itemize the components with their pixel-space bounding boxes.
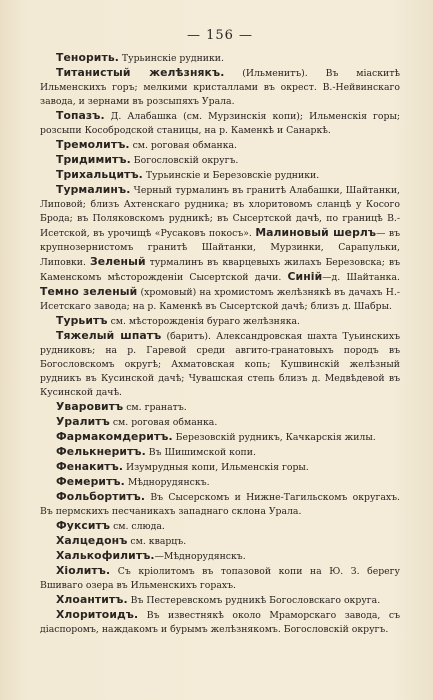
mineral-entry — [40, 400, 400, 415]
entry-text: Въ Сысерскомъ и Нижне-Тагильскомъ округахъ. Въ пермскихъ песчаникахъ западнаго склона Урала. — [40, 492, 400, 517]
entry-text: —д. Шайтанка. — [322, 272, 400, 283]
mineral-entry — [40, 314, 400, 329]
mineral-name: Синій — [287, 270, 323, 283]
mineral-name: Тридимитъ. — [56, 153, 131, 166]
mineral-name: Фармакомдеритъ. — [56, 430, 173, 443]
entry-text: Въ Пестеревскомъ рудникѣ Богословскаго округа. — [127, 595, 381, 606]
mineral-name: Топазъ. — [56, 109, 105, 122]
mineral-name: Тенорить. — [56, 51, 119, 64]
mineral-entry — [40, 138, 400, 153]
entry-text: —Мѣднорудянскъ. — [154, 551, 246, 562]
mineral-name: Уралитъ — [56, 415, 110, 428]
entry-text: Березовскій рудникъ, Качкарскія жилы. — [172, 432, 376, 443]
mineral-entry — [40, 564, 400, 593]
entry-text: см. мѣсторожденія бураго желѣзняка. — [107, 316, 301, 327]
mineral-name: Халцедонъ — [56, 534, 128, 547]
mineral-entry — [40, 430, 400, 445]
entry-text: Богословскій округъ. — [130, 155, 239, 166]
mineral-name: Титанистый желѣзнякъ. — [56, 66, 225, 79]
entry-text: Мѣднорудянскъ. — [124, 477, 210, 488]
mineral-name: Хлоритоидъ. — [56, 608, 139, 621]
mineral-entry — [40, 608, 400, 637]
mineral-name: Тяжелый шпатъ — [56, 329, 162, 342]
entry-list — [40, 51, 400, 637]
mineral-entry — [40, 534, 400, 549]
mineral-entry — [40, 475, 400, 490]
entry-text: — въ крупнозернистомъ гранитѣ Шайтанки, Мурзинки, Сарапульки, Липовки. — [40, 228, 400, 268]
mineral-name: Фемеритъ. — [56, 475, 125, 488]
entry-text: (баритъ). Александровская шахта Туьинскихъ рудниковъ; на р. Гаревой среди авгито-гранатовыхъ породъ въ Богословскомъ округѣ; Ахматовская копь; Кушвинскій желѣзный рудникъ въ Кусинской дачѣ; Чувашская степь близъ д. Медвѣдевой въ Кусинской дачѣ. — [40, 331, 400, 398]
mineral-entry — [40, 445, 400, 460]
entry-text: см. кварцъ. — [127, 536, 187, 547]
entry-text: Въ известнякѣ около Мраморскаго завода, съ діаспоромъ, наждакомъ и бурымъ желѣзнякомъ. Богословскій округъ. — [40, 610, 400, 635]
entry-text: см. роговая обманка. — [109, 417, 218, 428]
entry-text: турмалинъ въ кварцевыхъ жилахъ Березовска; въ Каменскомъ мѣсторожденіи Сысертской дачи. — [40, 257, 400, 283]
mineral-entry — [40, 549, 400, 564]
mineral-entry — [40, 460, 400, 475]
mineral-name: Хлоантитъ. — [56, 593, 128, 606]
mineral-name: Тремолитъ. — [56, 138, 130, 151]
mineral-name: Фенакитъ. — [56, 460, 124, 473]
mineral-entry — [40, 168, 400, 183]
entry-text: Черный турмалинъ въ гранитѣ Алабашки, Шайтанки, Липовой; близъ Ахтенскаго рудника; въ хлоритовомъ сланцѣ у Косого Брода; въ Поляковскомъ рудникѣ; въ Сысертской дачѣ, по границѣ В.-Исетской, въ урочищѣ «Русаковъ покосъ». — [40, 185, 400, 239]
mineral-name: Малиновый шерлъ — [255, 226, 377, 239]
entry-text: см. роговая обманка. — [129, 140, 238, 151]
entry-text: Изумрудныя копи, Ильменскія горы. — [123, 462, 309, 473]
mineral-entry — [40, 109, 400, 138]
entry-text: см. слюда. — [110, 521, 165, 532]
entry-text: Въ Шишимской копи. — [145, 447, 256, 458]
mineral-name: Турьитъ — [56, 314, 108, 327]
mineral-name: Фелькнеритъ. — [56, 445, 146, 458]
entry-text: (Ильменитъ). Въ міаскитѣ Ильменскихъ горъ; мелкими кристаллами въ окрест. В.-Нейвинскаго завода, и зернами въ розсыпяхъ Урала. — [40, 68, 400, 107]
entry-text: Д. Алабашка (см. Мурзинскія копи); Ильменскія горы; розсыпи Кособродской станицы, на р. Каменкѣ и Санаркѣ. — [40, 111, 400, 136]
mineral-name: Турмалинъ. — [56, 183, 131, 196]
mineral-entry — [40, 153, 400, 168]
entry-text: (хромовый) на хромистомъ желѣзнякѣ въ дачахъ Н.-Исетскаго завода; на р. Каменкѣ въ Сысертской дачѣ; близъ д. Шабры. — [40, 287, 400, 312]
mineral-name: Уваровитъ — [56, 400, 124, 413]
mineral-name: Трихальцитъ. — [56, 168, 143, 181]
entry-text: Турьинскіе рудники. — [118, 53, 224, 64]
mineral-entry — [40, 490, 400, 519]
mineral-entry — [40, 183, 400, 314]
mineral-name: Фукситъ — [56, 519, 111, 532]
entry-text: см. гранатъ. — [123, 402, 187, 413]
mineral-entry — [40, 329, 400, 400]
mineral-entry — [40, 415, 400, 430]
mineral-entry — [40, 51, 400, 66]
mineral-name: Темно зеленый — [40, 285, 138, 298]
entry-text: Съ кріолитомъ въ топазовой копи на Ю. З. берегу Вшиваго озера въ Ильменскихъ горахъ. — [40, 566, 400, 591]
mineral-name: Зеленый — [89, 255, 146, 268]
page-number: — 156 — — [186, 28, 254, 43]
mineral-entry — [40, 519, 400, 534]
mineral-name: Фольбортитъ. — [56, 490, 146, 503]
mineral-entry — [40, 593, 400, 608]
mineral-entry — [40, 66, 400, 109]
mineral-name: Хіолитъ. — [56, 564, 111, 577]
entry-text: Турьинскіе и Березовскіе рудники. — [142, 170, 320, 181]
mineral-name: Халькофилитъ. — [56, 549, 155, 562]
